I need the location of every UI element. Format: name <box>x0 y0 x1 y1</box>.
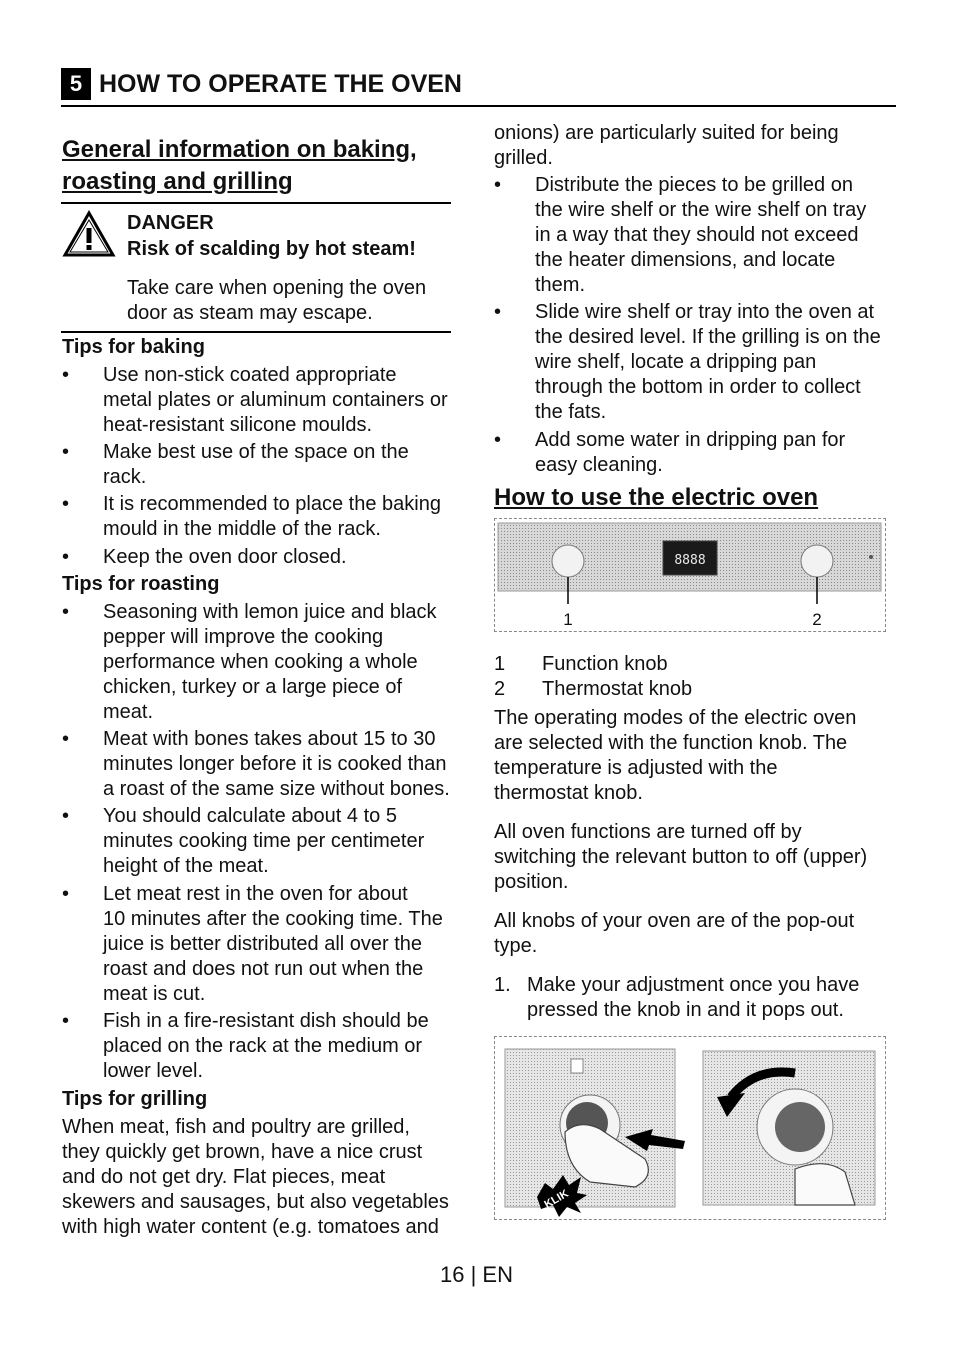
list-item <box>62 600 472 725</box>
list-item-line: Keep the oven door closed. <box>103 546 347 568</box>
paragraph-line: onions) are particularly suited for being <box>494 122 839 144</box>
list-item <box>62 363 472 438</box>
list-item-line: 10 minutes after the cooking time. The <box>103 908 443 930</box>
bullet-icon: • <box>62 601 70 623</box>
legend-label: Thermostat knob <box>542 678 693 700</box>
bullet-icon: • <box>62 805 70 827</box>
warning-triangle-icon <box>62 210 116 258</box>
list-item-line: Meat with bones takes about 15 to 30 <box>103 728 436 750</box>
tips-grilling-heading: Tips for grilling <box>62 1088 208 1110</box>
list-item-line: Let meat rest in the oven for about <box>103 883 408 905</box>
bullet-icon: • <box>62 546 70 568</box>
control-panel-illustration <box>495 519 885 631</box>
list-item-line: the desired level. If the grilling is on the <box>535 326 881 348</box>
bullet-icon: • <box>494 301 502 323</box>
subsection-title-line2: roasting and grilling <box>62 168 293 195</box>
list-item-line: height of the meat. <box>103 855 269 877</box>
list-item-line: juice is better distributed all over the <box>103 933 423 955</box>
paragraph-line: are selected with the function knob. The <box>494 732 848 754</box>
legend-label: Function knob <box>542 653 668 675</box>
list-item-line: minutes longer before it is cooked than <box>103 753 447 775</box>
popout-knob-figure <box>494 1036 886 1220</box>
list-item-line: performance when cooking a whole <box>103 651 418 673</box>
list-item <box>62 492 472 542</box>
bullet-icon: • <box>62 1010 70 1032</box>
popout-knob-illustration <box>495 1037 885 1219</box>
list-item-line: easy cleaning. <box>535 454 663 476</box>
list-item-line: mould in the middle of the rack. <box>103 518 381 540</box>
callout-label-1: 1 <box>563 610 573 629</box>
display-digits: 8888 <box>674 553 706 568</box>
list-item-line: Fish in a fire-resistant dish should be <box>103 1010 429 1032</box>
list-item-line: wire shelf, locate a dripping pan <box>535 351 817 373</box>
step-number: 1. <box>494 974 511 996</box>
list-item <box>494 173 894 298</box>
list-item-line: meat. <box>103 701 154 723</box>
danger-subheading: Risk of scalding by hot steam! <box>127 238 416 260</box>
list-item-line: them. <box>535 274 586 296</box>
paragraph <box>494 820 894 895</box>
paragraph-line: with high water content (e.g. tomatoes and <box>62 1216 439 1238</box>
paragraph <box>494 706 894 806</box>
list-item-line: Use non-stick coated appropriate <box>103 364 397 386</box>
subsection-title-line1: General information on baking, <box>62 136 417 163</box>
list-item-line: heat-resistant silicone moulds. <box>103 414 373 436</box>
step-line: Make your adjustment once you have <box>527 974 860 996</box>
danger-body-line: Take care when opening the oven <box>127 277 427 299</box>
list-item-line: Make best use of the space on the <box>103 441 409 463</box>
paragraph-line: All oven functions are turned off by <box>494 821 802 843</box>
list-item-line: through the bottom in order to collect <box>535 376 861 398</box>
list-item <box>62 804 472 879</box>
grilling-paragraph <box>62 1115 472 1240</box>
paragraph-line: and do not get dry. Flat pieces, meat <box>62 1166 386 1188</box>
danger-top-rule <box>61 202 451 204</box>
paragraph-line: position. <box>494 871 569 893</box>
legend-number: 2 <box>494 678 506 700</box>
header-divider <box>61 105 896 107</box>
list-item-line: the wire shelf or the wire shelf on tray <box>535 199 867 221</box>
list-item <box>494 300 894 425</box>
bullet-icon: • <box>62 883 70 905</box>
paragraph-line: grilled. <box>494 147 553 169</box>
section-title: HOW TO OPERATE THE OVEN <box>99 70 462 98</box>
list-item-line: pepper will improve the cooking <box>103 626 384 648</box>
legend-number: 1 <box>494 653 506 675</box>
danger-heading: DANGER <box>127 212 214 234</box>
list-item-line: metal plates or aluminum containers or <box>103 389 448 411</box>
paragraph-line: they quickly get brown, have a nice crust <box>62 1141 423 1163</box>
step-text <box>527 973 897 1023</box>
list-item-line: Distribute the pieces to be grilled on <box>535 174 853 196</box>
list-item-line: Slide wire shelf or tray into the oven at <box>535 301 875 323</box>
list-item-line: the heater dimensions, and locate <box>535 249 836 271</box>
list-item-line: chicken, turkey or a large piece of <box>103 676 403 698</box>
bullet-icon: • <box>62 441 70 463</box>
klik-label: KLIK <box>542 1187 571 1212</box>
list-item <box>62 440 472 490</box>
paragraph-line: The operating modes of the electric oven <box>494 707 857 729</box>
danger-body-line: door as steam may escape. <box>127 302 373 324</box>
bullet-icon: • <box>62 364 70 386</box>
list-item-line: the fats. <box>535 401 607 423</box>
paragraph-line: type. <box>494 935 538 957</box>
list-item-line: Seasoning with lemon juice and black <box>103 601 437 623</box>
bullet-icon: • <box>62 728 70 750</box>
step-line: pressed the knob in and it pops out. <box>527 999 844 1021</box>
section-number-badge: 5 <box>61 68 91 100</box>
paragraph-line: All knobs of your oven are of the pop-out <box>494 910 855 932</box>
list-item-line: roast and does not run out when the <box>103 958 424 980</box>
paragraph-line: temperature is adjusted with the <box>494 757 778 779</box>
list-item-line: in a way that they should not exceed <box>535 224 859 246</box>
page-number: 16 | EN <box>440 1262 513 1287</box>
list-item-line: You should calculate about 4 to 5 <box>103 805 397 827</box>
list-item <box>494 428 894 478</box>
list-item-line: meat is cut. <box>103 983 206 1005</box>
callout-label-2: 2 <box>812 610 822 629</box>
tips-roasting-heading: Tips for roasting <box>62 573 220 595</box>
bullet-icon: • <box>494 429 502 451</box>
tips-baking-heading: Tips for baking <box>62 336 205 358</box>
control-panel-figure <box>494 518 886 632</box>
grilling-paragraph-continued <box>494 121 894 171</box>
list-item <box>62 545 472 570</box>
paragraph-line: When meat, fish and poultry are grilled, <box>62 1116 410 1138</box>
list-item <box>62 727 472 802</box>
list-item <box>62 1009 472 1084</box>
list-item-line: lower level. <box>103 1060 204 1082</box>
list-item-line: Add some water in dripping pan for <box>535 429 846 451</box>
paragraph-line: skewers and sausages, but also vegetables <box>62 1191 449 1213</box>
paragraph-line: switching the relevant button to off (upper) <box>494 846 868 868</box>
paragraph <box>494 909 894 959</box>
list-item-line: rack. <box>103 466 147 488</box>
paragraph-line: thermostat knob. <box>494 782 643 804</box>
danger-bottom-rule <box>61 331 451 333</box>
list-item-line: placed on the rack at the medium or <box>103 1035 423 1057</box>
bullet-icon: • <box>62 493 70 515</box>
list-item-line: a roast of the same size without bones. <box>103 778 450 800</box>
bullet-icon: • <box>494 174 502 196</box>
list-item-line: It is recommended to place the baking <box>103 493 441 515</box>
list-item-line: minutes cooking time per centimeter <box>103 830 425 852</box>
list-item <box>62 882 472 1007</box>
electric-oven-title: How to use the electric oven <box>494 484 819 511</box>
